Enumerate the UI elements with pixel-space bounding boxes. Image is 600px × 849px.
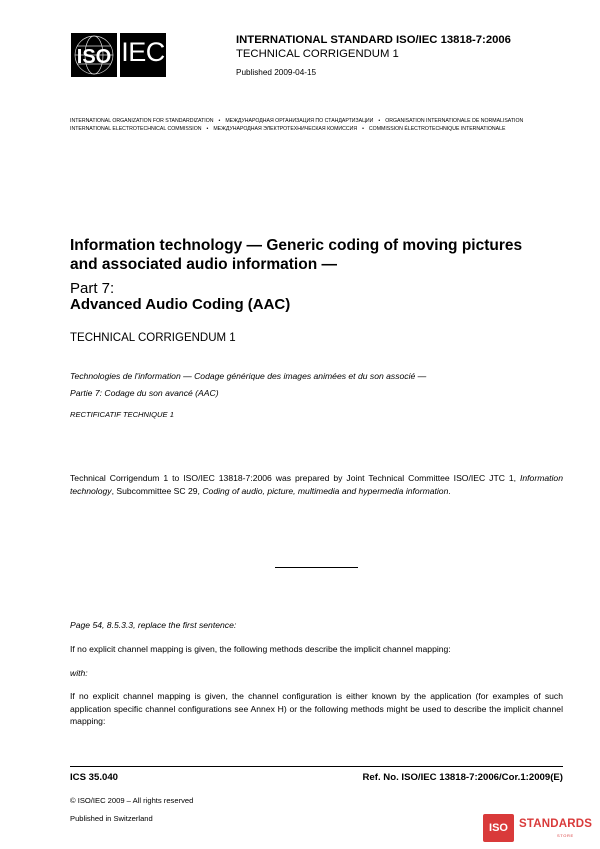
iso-logo xyxy=(71,33,117,77)
iso-logo-text: ISO xyxy=(76,46,112,68)
change-instruction: Page 54, 8.5.3.3, replace the first sentence: xyxy=(70,620,237,630)
intro-text: . xyxy=(448,485,451,496)
org-iec-ru: МЕЖДУНАРОДНАЯ ЭЛЕКТРОТЕХНИЧЕСКАЯ КОМИССИЯ xyxy=(213,126,358,132)
separator-dot: • xyxy=(378,118,381,124)
separator-dot: • xyxy=(362,126,364,132)
intro-italic-committee: Information technology xyxy=(70,473,563,496)
part-title: Advanced Audio Coding (AAC) xyxy=(70,296,291,313)
store-iso-box: ISO xyxy=(483,814,514,842)
footer-rule xyxy=(70,766,563,767)
org-iso-ru: МЕЖДУНАРОДНАЯ ОРГАНИЗАЦИЯ ПО СТАНДАРТИЗАЦИИ xyxy=(225,118,374,124)
standards-store-badge xyxy=(483,814,593,844)
copyright-notice: © ISO/IEC 2009 – All rights reserved xyxy=(70,796,194,805)
intro-paragraph xyxy=(70,472,563,497)
organizations-line-2 xyxy=(70,126,505,132)
store-sub: STORE xyxy=(557,833,574,838)
iso-iec-logo xyxy=(71,33,166,77)
french-title: Technologies de l'information — Codage générique des images animées et du son associé — xyxy=(70,371,427,381)
original-sentence: If no explicit channel mapping is given, the following methods describe the implicit channel mapping: xyxy=(70,644,451,654)
corrigendum-title: TECHNICAL CORRIGENDUM 1 xyxy=(236,48,399,60)
ics-code: ICS 35.040 xyxy=(70,772,119,783)
separator-dot: • xyxy=(218,118,221,124)
reference-number: Ref. No. ISO/IEC 13818-7:2006/Cor.1:2009(E) xyxy=(362,772,563,783)
french-part-title: Partie 7: Codage du son avancé (AAC) xyxy=(70,388,219,398)
standard-title: INTERNATIONAL STANDARD ISO/IEC 13818-7:2006 xyxy=(236,34,511,46)
org-iso-fr: ORGANISATION INTERNATIONALE DE NORMALISATION xyxy=(385,118,524,124)
with-label: with: xyxy=(70,668,88,678)
organizations-line-1 xyxy=(70,118,523,124)
separator-dot: • xyxy=(206,126,209,132)
org-iso-en: INTERNATIONAL ORGANIZATION FOR STANDARDIZATION xyxy=(70,118,214,124)
french-corrigendum-label: RECTIFICATIF TECHNIQUE 1 xyxy=(70,410,174,419)
document-title: Information technology — Generic coding of moving pictures and associated audio information — xyxy=(70,237,523,273)
published-in: Published in Switzerland xyxy=(70,814,153,823)
technical-corrigendum-label: TECHNICAL CORRIGENDUM 1 xyxy=(70,332,236,344)
published-date: Published 2009-04-15 xyxy=(236,68,317,77)
org-iec-en: INTERNATIONAL ELECTROTECHNICAL COMMISSION xyxy=(70,126,202,132)
store-word: STANDARDS xyxy=(519,818,593,830)
replacement-sentence: If no explicit channel mapping is given, the channel configuration is either known by the application (for examples of such application specific channel configurations see Annex H) or the following methods might be used to describe the implicit channel mapping: xyxy=(70,691,563,727)
org-iec-fr: COMMISSION ÉLECTROTECHNIQUE INTERNATIONALE xyxy=(368,126,506,132)
part-number: Part 7: xyxy=(70,280,115,297)
iec-logo xyxy=(120,33,166,77)
intro-italic-subcommittee: Coding of audio, picture, multimedia and hypermedia information xyxy=(202,485,449,496)
section-separator xyxy=(275,567,358,568)
intro-text: , Subcommittee SC 29, xyxy=(111,485,203,496)
intro-text: Technical Corrigendum 1 to ISO/IEC 13818-7:2006 was prepared by Joint Technical Committee ISO/IEC JTC 1, xyxy=(70,473,520,483)
iec-logo-text: IEC xyxy=(121,37,165,67)
